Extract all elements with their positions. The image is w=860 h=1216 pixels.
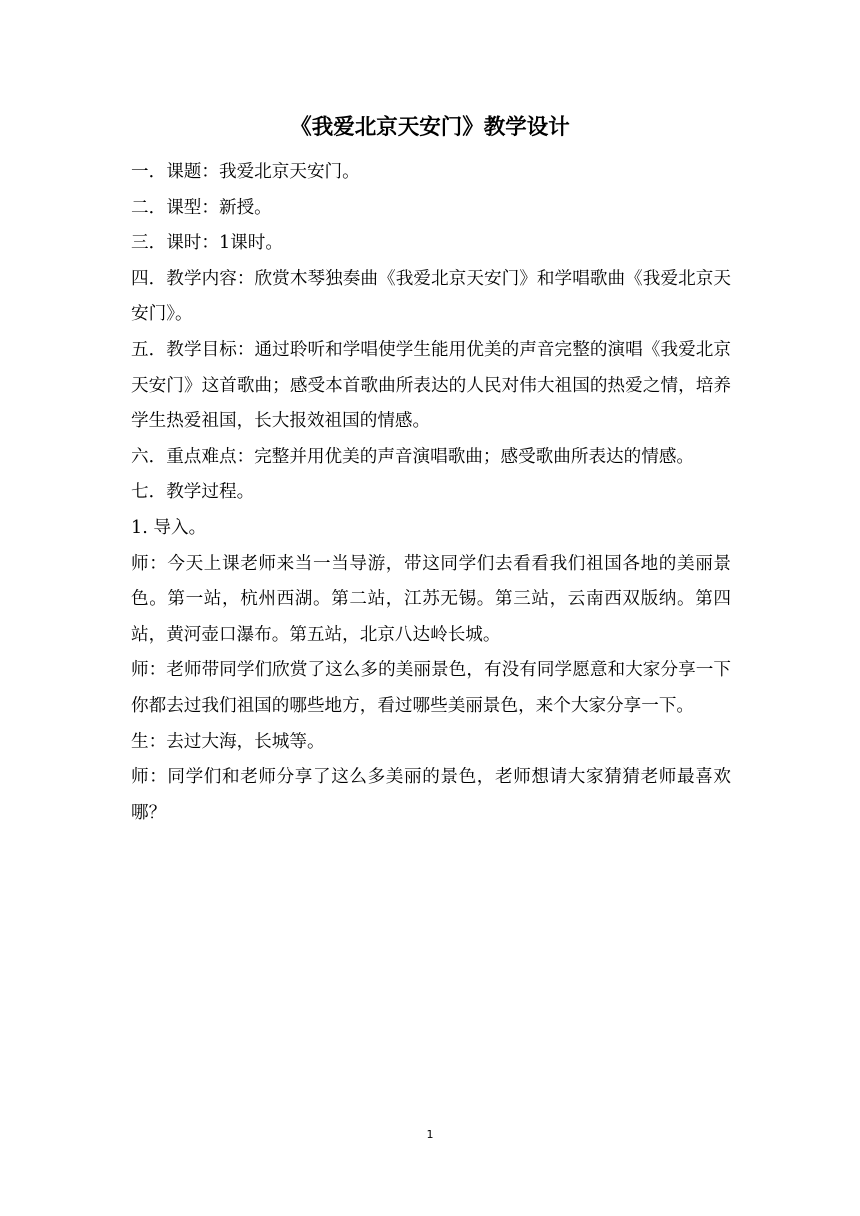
paragraph-introduction: 1. 导入。 xyxy=(131,517,207,538)
document-title: 《我爱北京天安门》教学设计 xyxy=(290,115,570,140)
paragraph-teacher-guess: 师：同学们和老师分享了这么多美丽的景色，老师想请大家猜猜老师最喜欢哪？ xyxy=(131,767,731,823)
paragraph-teacher-tour: 师：今天上课老师来当一当导游，带这同学们去看看我们祖国各地的美丽景色。第一站，杭州西湖。第二站，江苏无锡。第三站，云南西双版纳。第四站，黄河壶口瀑布。第五站，北京八达岭长城。 xyxy=(131,553,731,645)
paragraph-teaching-content: 四．教学内容：欣赏木琴独奏曲《我爱北京天安门》和学唱歌曲《我爱北京天安门》。 xyxy=(131,268,731,325)
paragraph-student-answer: 生：去过大海，长城等。 xyxy=(131,731,325,752)
document-body xyxy=(131,155,731,831)
paragraph-key-difficulties: 六．重点难点：完整并用优美的声音演唱歌曲；感受歌曲所表达的情感。 xyxy=(131,446,695,467)
page-number: 1 xyxy=(426,1128,434,1141)
paragraph-teacher-share: 师：老师带同学们欣赏了这么多的美丽景色，有没有同学愿意和大家分享一下你都去过我们祖国的哪些地方，看过哪些美丽景色，来个大家分享一下。 xyxy=(131,660,731,716)
paragraph-teaching-goals: 五．教学目标：通过聆听和学唱使学生能用优美的声音完整的演唱《我爱北京天安门》这首歌曲；感受本首歌曲所表达的人民对伟大祖国的热爱之情，培养学生热爱祖国，长大报效祖国的情感。 xyxy=(131,339,731,432)
paragraph-class-hours: 三．课时：1课时。 xyxy=(131,233,283,254)
paragraph-teaching-process: 七．教学过程。 xyxy=(131,482,255,503)
paragraph-lesson-type: 二．课型：新授。 xyxy=(131,197,272,218)
paragraph-topic: 一．课题：我爱北京天安门。 xyxy=(131,162,360,182)
